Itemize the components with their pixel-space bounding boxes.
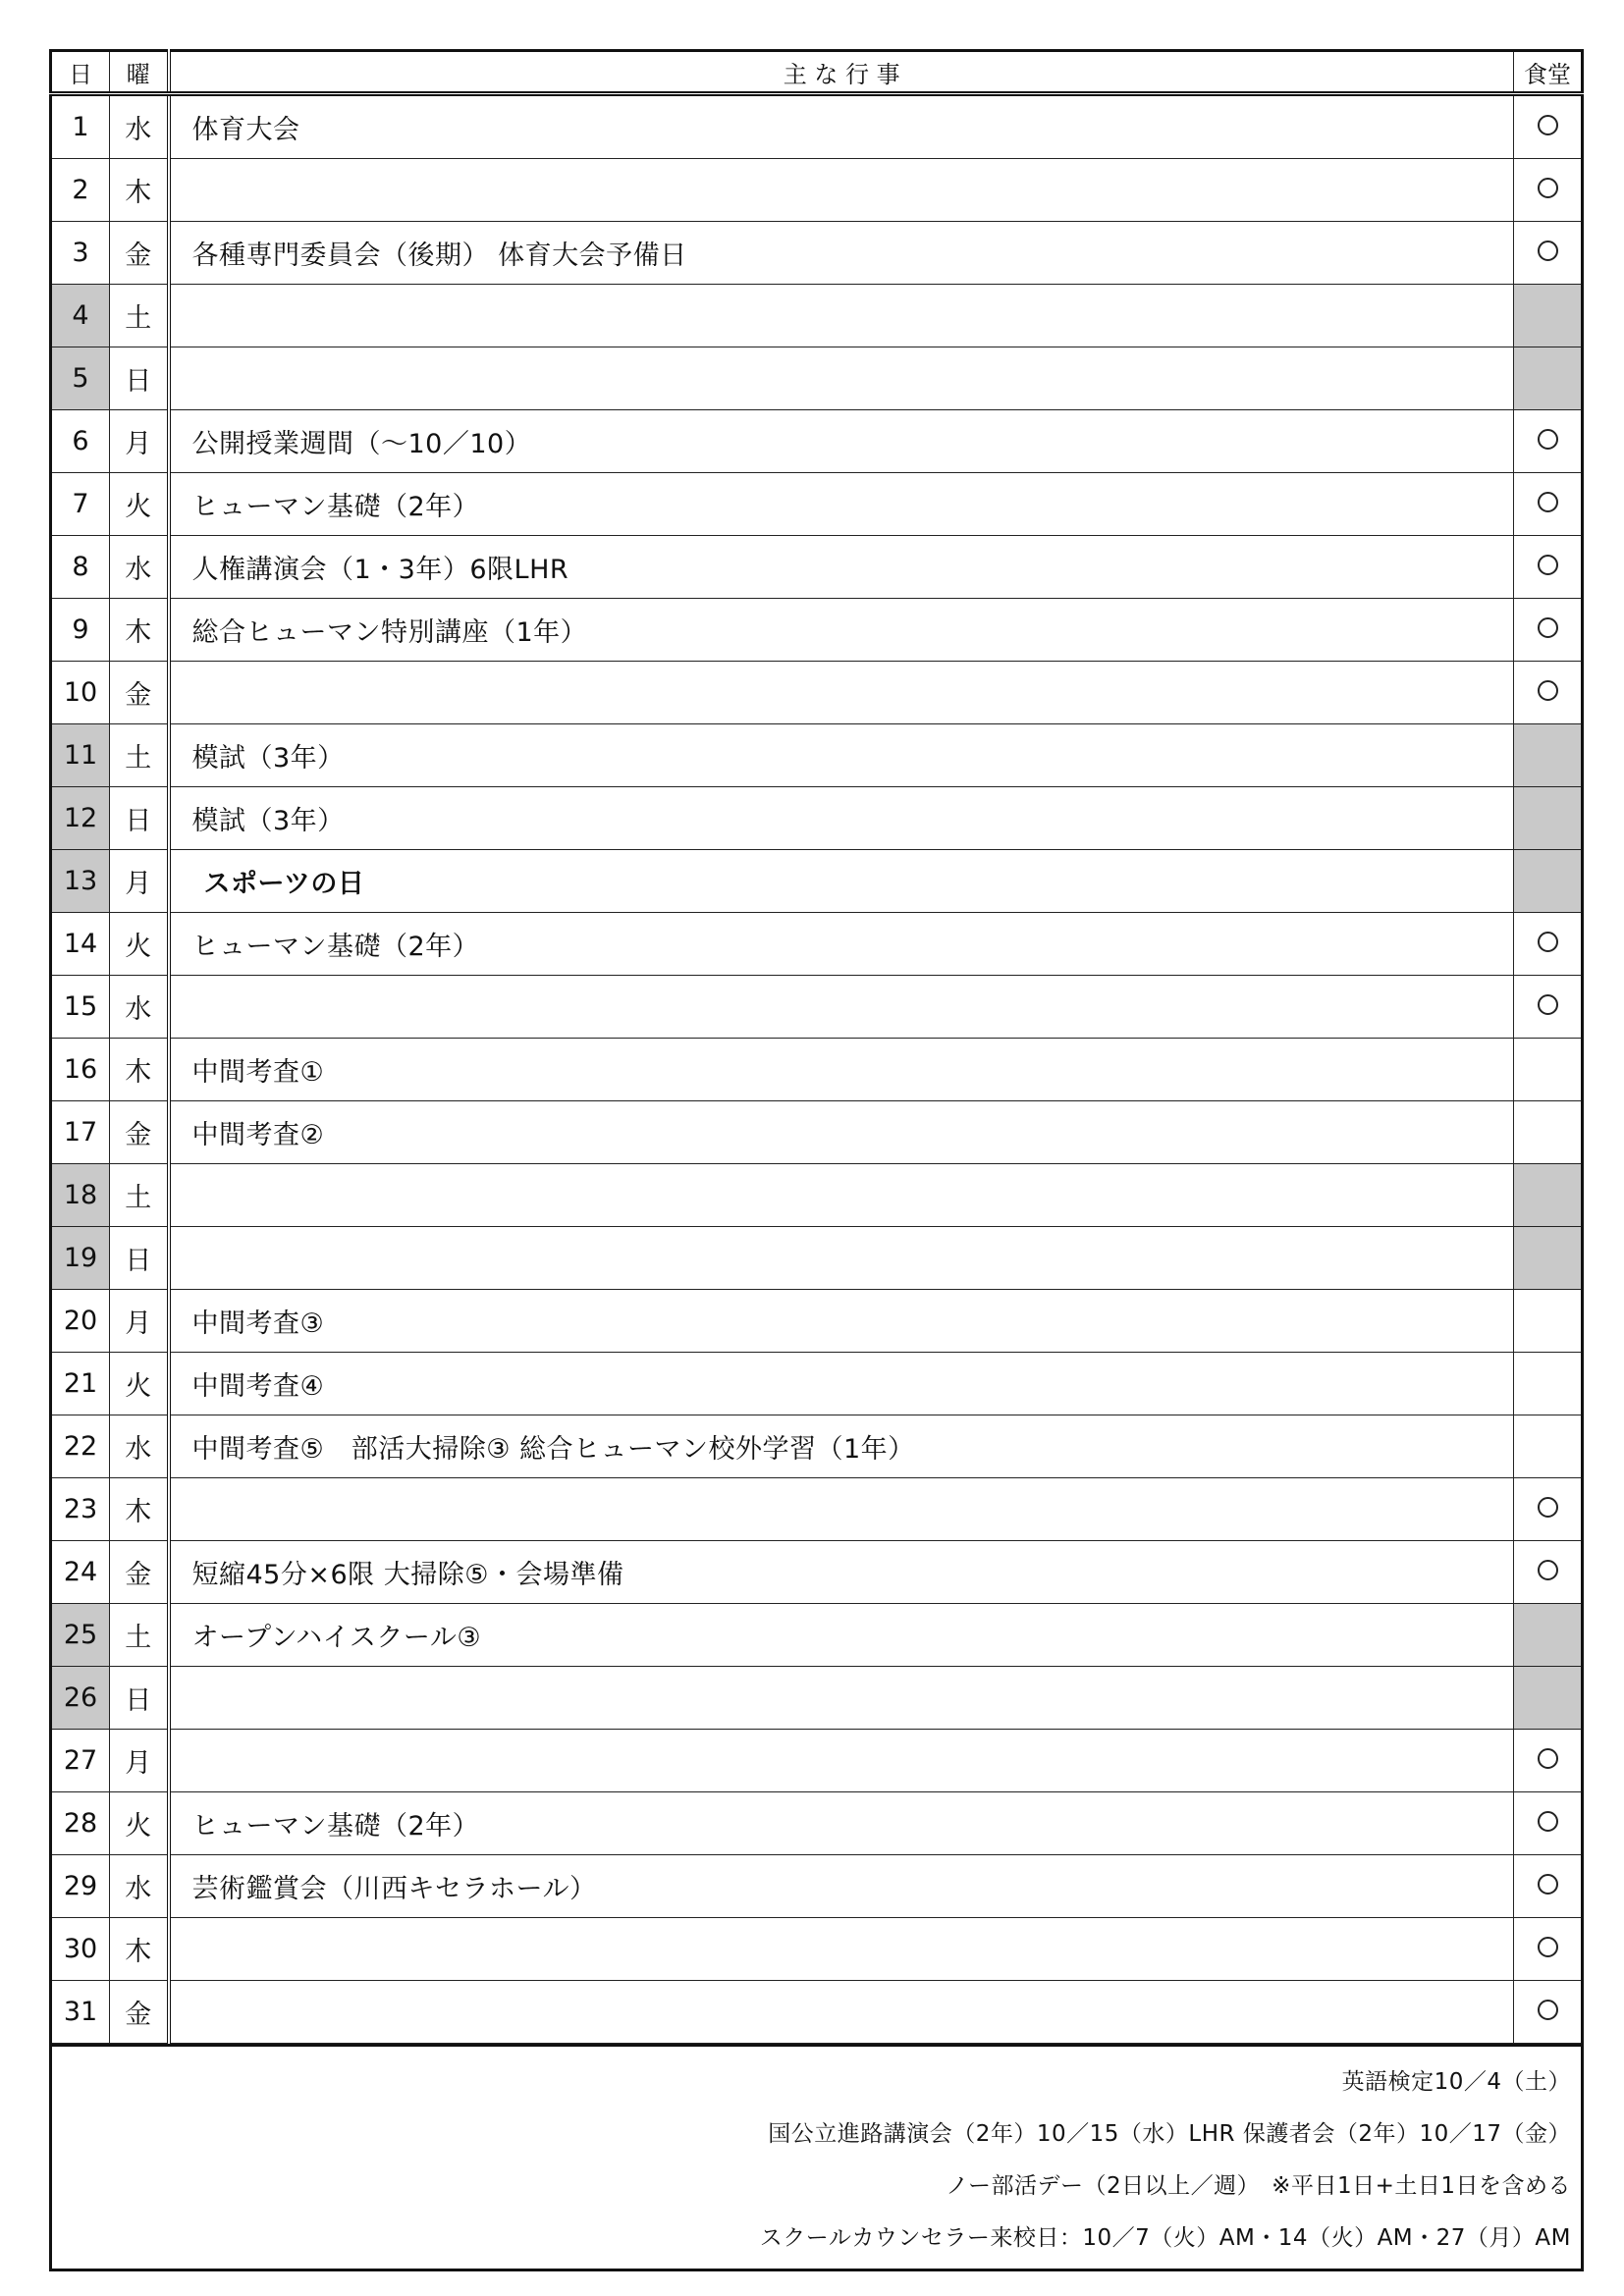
event-text <box>169 1478 1514 1541</box>
table-row <box>51 1353 1583 1415</box>
event-text: ヒューマン基礎（2年） <box>169 1792 1514 1855</box>
table-row <box>51 1290 1583 1353</box>
weekday: 日 <box>110 347 169 410</box>
cafeteria-cell <box>1514 662 1583 724</box>
weekday: 火 <box>110 1792 169 1855</box>
weekday: 木 <box>110 1478 169 1541</box>
day-number: 29 <box>51 1855 110 1918</box>
table-row <box>51 662 1583 724</box>
event-text: 芸術鑑賞会（川西キセラホール） <box>169 1855 1514 1918</box>
note-eiken: 英語検定10／4（土） <box>1341 2069 1571 2095</box>
cafeteria-cell <box>1514 410 1583 473</box>
table-row <box>51 1039 1583 1101</box>
table-row <box>51 1478 1583 1541</box>
table-row <box>51 285 1583 347</box>
day-number: 14 <box>51 913 110 976</box>
event-text <box>169 1164 1514 1227</box>
day-number: 9 <box>51 599 110 662</box>
header-cafeteria: 食堂 <box>1514 51 1583 94</box>
weekday: 水 <box>110 1415 169 1478</box>
day-number: 21 <box>51 1353 110 1415</box>
event-text: スポーツの日 <box>169 850 1514 913</box>
calendar-sheet <box>49 49 1584 2271</box>
table-row <box>51 724 1583 787</box>
header-weekday: 曜 <box>110 51 169 94</box>
day-number: 31 <box>51 1981 110 2044</box>
table-row <box>51 1164 1583 1227</box>
event-text: 各種専門委員会（後期） 体育大会予備日 <box>169 222 1514 285</box>
cafeteria-cell <box>1514 1604 1583 1667</box>
cafeteria-cell <box>1514 1981 1583 2044</box>
weekday: 木 <box>110 159 169 222</box>
cafeteria-cell <box>1514 1918 1583 1981</box>
day-number: 27 <box>51 1730 110 1792</box>
table-row <box>51 850 1583 913</box>
day-number: 25 <box>51 1604 110 1667</box>
table-row <box>51 1855 1583 1918</box>
notes-section <box>49 2044 1584 2271</box>
day-number: 23 <box>51 1478 110 1541</box>
day-number: 1 <box>51 94 110 159</box>
table-row <box>51 536 1583 599</box>
day-number: 13 <box>51 850 110 913</box>
table-row <box>51 1918 1583 1981</box>
cafeteria-cell <box>1514 1792 1583 1855</box>
weekday: 月 <box>110 850 169 913</box>
event-text: 模試（3年） <box>169 787 1514 850</box>
table-row <box>51 1730 1583 1792</box>
table-row <box>51 159 1583 222</box>
cafeteria-cell <box>1514 976 1583 1039</box>
table-row <box>51 1981 1583 2044</box>
cafeteria-cell <box>1514 347 1583 410</box>
cafeteria-cell <box>1514 1353 1583 1415</box>
day-number: 3 <box>51 222 110 285</box>
event-text: 人権講演会（1・3年）6限LHR <box>169 536 1514 599</box>
cafeteria-cell <box>1514 1039 1583 1101</box>
table-row <box>51 347 1583 410</box>
day-number: 4 <box>51 285 110 347</box>
circle-icon <box>1538 492 1558 512</box>
event-text: ヒューマン基礎（2年） <box>169 473 1514 536</box>
cafeteria-cell <box>1514 850 1583 913</box>
circle-icon <box>1538 1497 1558 1518</box>
cafeteria-cell <box>1514 913 1583 976</box>
header-row <box>51 51 1583 94</box>
table-row <box>51 1415 1583 1478</box>
cafeteria-cell <box>1514 473 1583 536</box>
weekday: 日 <box>110 787 169 850</box>
circle-icon <box>1538 2000 1558 2020</box>
event-text: 総合ヒューマン特別講座（1年） <box>169 599 1514 662</box>
day-number: 6 <box>51 410 110 473</box>
day-number: 8 <box>51 536 110 599</box>
circle-icon <box>1538 240 1558 261</box>
day-number: 5 <box>51 347 110 410</box>
event-text <box>169 976 1514 1039</box>
cafeteria-cell <box>1514 1478 1583 1541</box>
event-text <box>169 285 1514 347</box>
event-text <box>169 1918 1514 1981</box>
weekday: 金 <box>110 1101 169 1164</box>
weekday: 木 <box>110 1918 169 1981</box>
cafeteria-cell <box>1514 1290 1583 1353</box>
weekday: 日 <box>110 1227 169 1290</box>
cafeteria-cell <box>1514 1855 1583 1918</box>
weekday: 水 <box>110 976 169 1039</box>
circle-icon <box>1538 1560 1558 1580</box>
event-text: 中間考査⑤ 部活大掃除③ 総合ヒューマン校外学習（1年） <box>169 1415 1514 1478</box>
table-row <box>51 1227 1583 1290</box>
weekday: 土 <box>110 285 169 347</box>
cafeteria-cell <box>1514 1227 1583 1290</box>
day-number: 7 <box>51 473 110 536</box>
event-text: 短縮45分×6限 大掃除⑤・会場準備 <box>169 1541 1514 1604</box>
table-row <box>51 787 1583 850</box>
event-text: 中間考査③ <box>169 1290 1514 1353</box>
note-lecture-parents: 国公立進路講演会（2年）10／15（水）LHR 保護者会（2年）10／17（金） <box>768 2121 1571 2147</box>
table-row <box>51 473 1583 536</box>
table-row <box>51 976 1583 1039</box>
event-text <box>169 662 1514 724</box>
event-text: 中間考査① <box>169 1039 1514 1101</box>
cafeteria-cell <box>1514 285 1583 347</box>
cafeteria-cell <box>1514 787 1583 850</box>
cafeteria-cell <box>1514 94 1583 159</box>
weekday: 土 <box>110 1164 169 1227</box>
cafeteria-cell <box>1514 1541 1583 1604</box>
day-number: 2 <box>51 159 110 222</box>
event-text: 模試（3年） <box>169 724 1514 787</box>
day-number: 11 <box>51 724 110 787</box>
circle-icon <box>1538 994 1558 1015</box>
day-number: 16 <box>51 1039 110 1101</box>
table-row <box>51 913 1583 976</box>
cafeteria-cell <box>1514 1164 1583 1227</box>
weekday: 水 <box>110 536 169 599</box>
cafeteria-cell <box>1514 536 1583 599</box>
event-text: 中間考査② <box>169 1101 1514 1164</box>
event-text <box>169 347 1514 410</box>
weekday: 火 <box>110 473 169 536</box>
weekday: 水 <box>110 1855 169 1918</box>
event-text: ヒューマン基礎（2年） <box>169 913 1514 976</box>
weekday: 木 <box>110 1039 169 1101</box>
cafeteria-cell <box>1514 159 1583 222</box>
event-text: オープンハイスクール③ <box>169 1604 1514 1667</box>
weekday: 日 <box>110 1667 169 1730</box>
day-number: 17 <box>51 1101 110 1164</box>
cafeteria-cell <box>1514 599 1583 662</box>
day-number: 19 <box>51 1227 110 1290</box>
weekday: 水 <box>110 94 169 159</box>
weekday: 金 <box>110 662 169 724</box>
table-row <box>51 1604 1583 1667</box>
circle-icon <box>1538 178 1558 198</box>
table-row <box>51 1101 1583 1164</box>
note-counselor: スクールカウンセラー来校日：10／7（火）AM・14（火）AM・27（月）AM <box>759 2225 1571 2251</box>
cafeteria-cell <box>1514 1101 1583 1164</box>
circle-icon <box>1538 1874 1558 1895</box>
event-text <box>169 1227 1514 1290</box>
event-text <box>169 1667 1514 1730</box>
event-text <box>169 1730 1514 1792</box>
table-row <box>51 599 1583 662</box>
event-text <box>169 1981 1514 2044</box>
circle-icon <box>1538 1811 1558 1832</box>
cafeteria-cell <box>1514 724 1583 787</box>
circle-icon <box>1538 429 1558 450</box>
cafeteria-cell <box>1514 1730 1583 1792</box>
table-row <box>51 410 1583 473</box>
cafeteria-cell <box>1514 222 1583 285</box>
day-number: 22 <box>51 1415 110 1478</box>
circle-icon <box>1538 1937 1558 1957</box>
day-number: 20 <box>51 1290 110 1353</box>
day-number: 30 <box>51 1918 110 1981</box>
circle-icon <box>1538 932 1558 952</box>
weekday: 金 <box>110 1541 169 1604</box>
day-number: 18 <box>51 1164 110 1227</box>
circle-icon <box>1538 680 1558 701</box>
table-row <box>51 1792 1583 1855</box>
table-row <box>51 94 1583 159</box>
weekday: 土 <box>110 1604 169 1667</box>
table-row <box>51 1667 1583 1730</box>
event-text: 中間考査④ <box>169 1353 1514 1415</box>
cafeteria-cell <box>1514 1667 1583 1730</box>
weekday: 木 <box>110 599 169 662</box>
header-day: 日 <box>51 51 110 94</box>
weekday: 火 <box>110 1353 169 1415</box>
day-number: 28 <box>51 1792 110 1855</box>
cafeteria-cell <box>1514 1415 1583 1478</box>
table-row <box>51 1541 1583 1604</box>
weekday: 土 <box>110 724 169 787</box>
monthly-schedule-table <box>49 49 1584 2044</box>
weekday: 火 <box>110 913 169 976</box>
header-events: 主 な 行 事 <box>169 51 1514 94</box>
event-text: 公開授業週間（～10／10） <box>169 410 1514 473</box>
circle-icon <box>1538 555 1558 575</box>
circle-icon <box>1538 115 1558 135</box>
day-number: 24 <box>51 1541 110 1604</box>
weekday: 月 <box>110 1730 169 1792</box>
event-text: 体育大会 <box>169 94 1514 159</box>
day-number: 26 <box>51 1667 110 1730</box>
day-number: 15 <box>51 976 110 1039</box>
circle-icon <box>1538 1748 1558 1769</box>
circle-icon <box>1538 617 1558 638</box>
weekday: 月 <box>110 410 169 473</box>
table-row <box>51 222 1583 285</box>
weekday: 金 <box>110 1981 169 2044</box>
note-no-club-day: ノー部活デー（2日以上／週） ※平日1日+土日1日を含める <box>946 2173 1571 2199</box>
day-number: 12 <box>51 787 110 850</box>
event-text <box>169 159 1514 222</box>
day-number: 10 <box>51 662 110 724</box>
weekday: 金 <box>110 222 169 285</box>
weekday: 月 <box>110 1290 169 1353</box>
